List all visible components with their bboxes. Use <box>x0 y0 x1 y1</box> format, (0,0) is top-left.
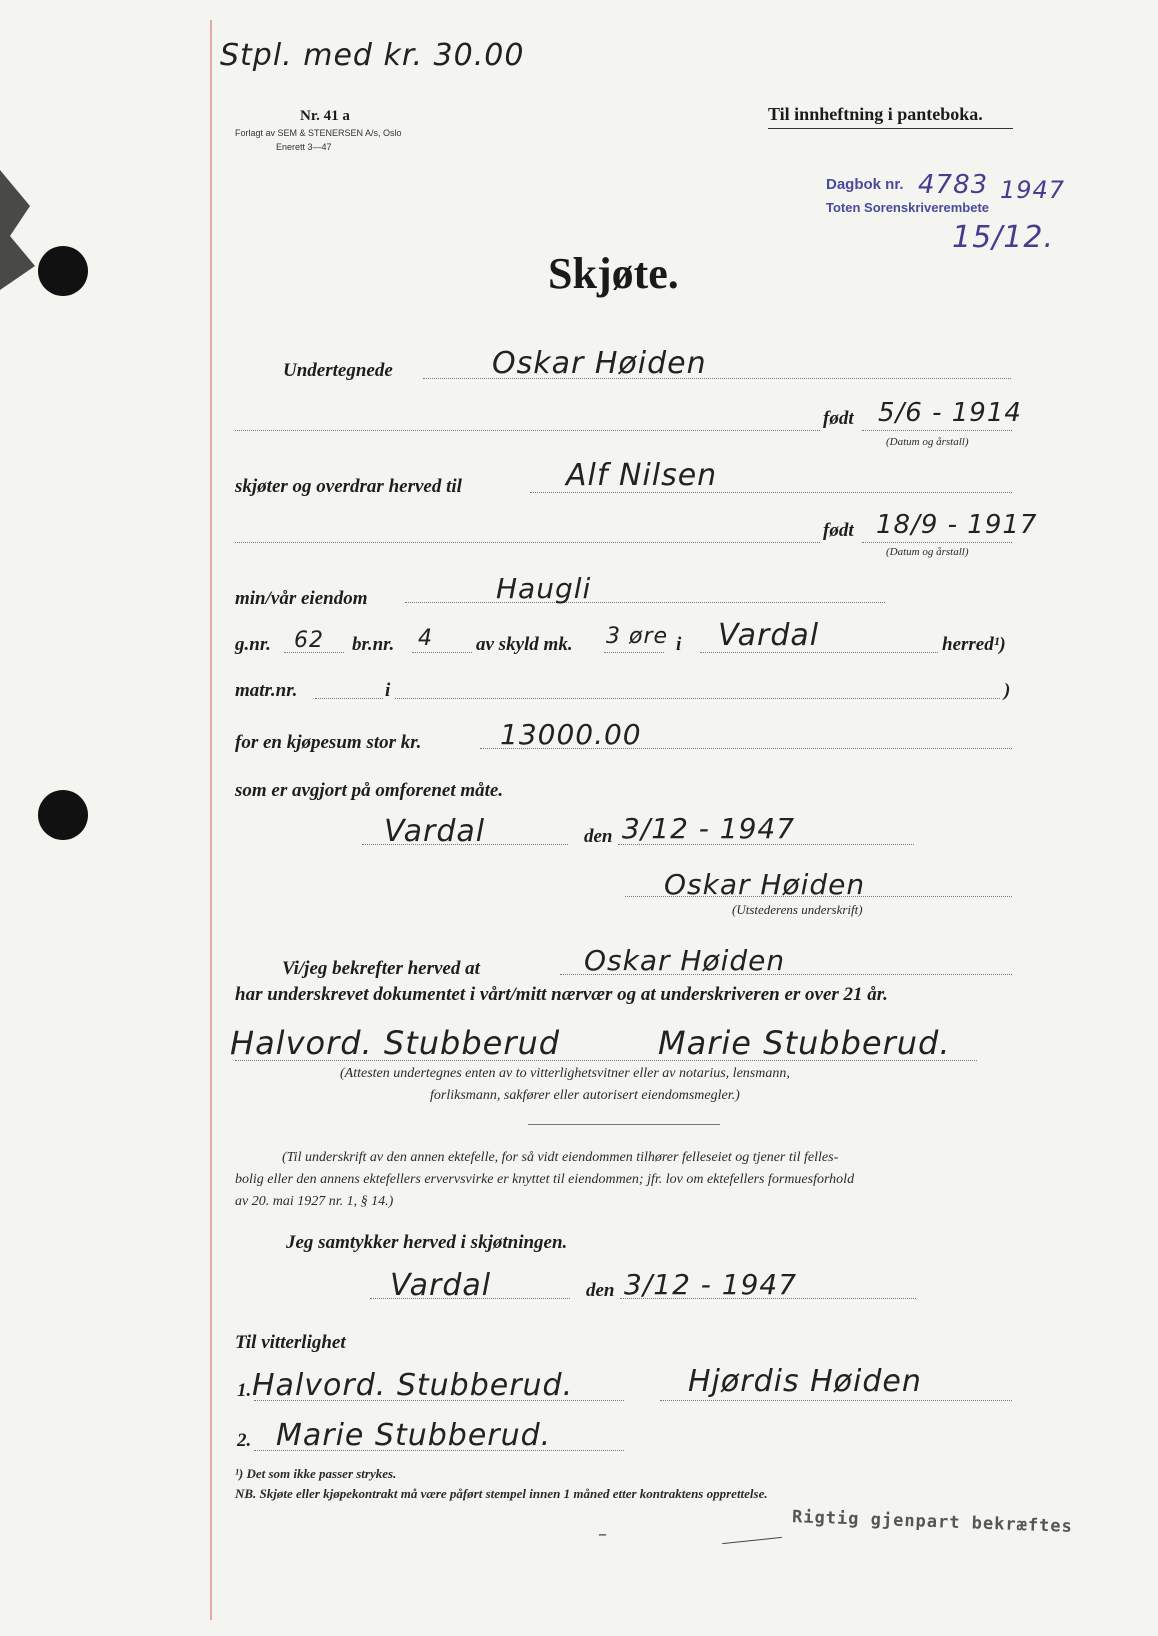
transfer-value: Alf Nilsen <box>566 458 718 493</box>
spouse-place-line <box>370 1298 570 1299</box>
born-label-1: født <box>823 408 854 429</box>
binding-note-underline <box>768 128 1013 129</box>
issuer-caption: (Utstederens underskrift) <box>732 902 863 917</box>
date-1: 3/12 - 1947 <box>622 812 796 845</box>
property-label: min/vår eiendom <box>235 588 368 609</box>
punch-hole-top <box>38 246 88 296</box>
publisher-line-2: Enerett 3—47 <box>276 142 332 152</box>
property-line <box>405 602 885 603</box>
spouse-note-1: (Til underskrift av den annen ektefelle, for så vidt eiendommen tilhører felleseiet og tjener til felles- <box>282 1150 839 1165</box>
issuer-signature-line <box>625 896 1012 897</box>
herred-label: herred¹) <box>942 634 1006 655</box>
undersigned-label: Undertegnede <box>283 360 393 381</box>
footnote: ¹) Det som ikke passer strykes. <box>235 1466 397 1481</box>
matr-label: matr.nr. <box>235 680 298 701</box>
transfer-label: skjøter og overdrar herved til <box>235 476 462 497</box>
den-1: den <box>584 826 613 847</box>
margin-line <box>210 20 212 1620</box>
spouse-den: den <box>586 1280 615 1301</box>
born-value-1: 5/6 - 1914 <box>878 398 1022 428</box>
skyld-line <box>604 652 664 653</box>
attest-note-1: (Attesten undertegnes enten av to vitterlighetsvitner eller av notarius, lensmann, <box>340 1066 790 1081</box>
brnr-line <box>412 652 472 653</box>
price-label: for en kjøpesum stor kr. <box>235 732 422 753</box>
witness-confirm-label: Vi/jeg bekrefter herved at <box>282 958 480 979</box>
matr-close: ) <box>1004 680 1011 701</box>
born-label-2: født <box>823 520 854 541</box>
price-value: 13000.00 <box>500 718 642 751</box>
settled-text: som er avgjort på omforenet måte. <box>235 780 504 801</box>
footer-mark: – <box>598 1524 608 1545</box>
diary-stamp-prefix: Dagbok nr. <box>826 176 904 193</box>
place-1-line <box>362 844 568 845</box>
property-value: Haugli <box>496 572 592 605</box>
witness-confirm-text: har underskrevet dokumentet i vårt/mitt nærvær og at underskriveren er over 21 år. <box>235 984 888 1005</box>
witness-1-line <box>254 1400 624 1401</box>
spouse-note-2: bolig eller den annens ektefellers ervervsvirke er knyttet til eiendommen; jfr. lov om ektefellers formuesforhold <box>235 1172 855 1187</box>
witness-2-signature: Marie Stubberud. <box>276 1418 552 1453</box>
gnr-label: g.nr. <box>235 634 271 655</box>
binding-note: Til innheftning i panteboka. <box>768 104 983 124</box>
form-number: Nr. 41 a <box>300 108 350 124</box>
matr-place-line <box>395 698 1000 699</box>
date-hint-1: (Datum og årstall) <box>886 436 969 448</box>
punch-hole-bottom <box>38 790 88 840</box>
born-line-1 <box>862 430 1012 431</box>
witness-signature-line <box>235 1060 977 1061</box>
nb-note: NB. Skjøte eller kjøpekontrakt må være påført stempel innen 1 måned etter kontraktens opprettelse. <box>235 1486 768 1501</box>
witness-1-number: 1. <box>237 1380 252 1401</box>
attest-note-2: forliksmann, sakfører eller autorisert eiendomsmegler.) <box>430 1088 740 1103</box>
copy-stamp: Rigtig gjenpart bekræftes <box>791 1507 1074 1537</box>
issuer-signature: Oskar Høiden <box>664 868 866 901</box>
skyld-value: 3 øre <box>606 624 669 649</box>
spouse-signature: Hjørdis Høiden <box>688 1364 922 1399</box>
gnr-value: 62 <box>294 628 324 653</box>
born-line-2 <box>862 542 1012 543</box>
witness-signature-2: Marie Stubberud. <box>658 1024 951 1062</box>
witness-1-signature: Halvord. Stubberud. <box>252 1368 574 1403</box>
witness-2-number: 2. <box>237 1430 252 1451</box>
section-divider <box>528 1124 720 1125</box>
born-line-1-left <box>235 430 820 431</box>
witness-signature-1: Halvord. Stubberud <box>230 1024 561 1062</box>
date-1-line <box>618 844 914 845</box>
diary-year: 1947 <box>1000 176 1066 204</box>
matr-in-label: i <box>385 680 391 701</box>
spouse-date: 3/12 - 1947 <box>624 1268 798 1301</box>
spouse-signature-line <box>660 1400 1012 1401</box>
spouse-place: Vardal <box>390 1268 492 1303</box>
handwritten-fee: Stpl. med kr. 30.00 <box>220 38 525 73</box>
brnr-label: br.nr. <box>352 634 395 655</box>
witness-confirm-value: Oskar Høiden <box>584 944 786 977</box>
date-hint-2: (Datum og årstall) <box>886 546 969 558</box>
undersigned-value: Oskar Høiden <box>492 346 707 381</box>
publisher-line-1: Forlagt av SEM & STENERSEN A/s, Oslo <box>235 128 402 138</box>
spouse-note-3: av 20. mai 1927 nr. 1, § 14.) <box>235 1194 394 1209</box>
matr-line <box>315 698 383 699</box>
municipality-value: Vardal <box>718 618 820 653</box>
brnr-value: 4 <box>418 626 433 651</box>
in-label: i <box>676 634 682 655</box>
witness-heading: Til vitterlighet <box>235 1332 346 1353</box>
skyld-label: av skyld mk. <box>476 634 573 655</box>
footer-stroke <box>722 1537 782 1544</box>
diary-number: 4783 <box>918 170 989 200</box>
born-line-2-left <box>235 542 820 543</box>
document-title: Skjøte. <box>548 249 679 298</box>
diary-stamp-office: Toten Sorenskriverembete <box>826 200 990 215</box>
witness-2-line <box>254 1450 624 1451</box>
born-value-2: 18/9 - 1917 <box>876 510 1038 540</box>
consent-text: Jeg samtykker herved i skjøtningen. <box>286 1232 568 1253</box>
witness-confirm-line <box>560 974 1012 975</box>
diary-date: 15/12. <box>952 220 1054 255</box>
place-1: Vardal <box>384 814 486 849</box>
spouse-date-line <box>620 1298 916 1299</box>
